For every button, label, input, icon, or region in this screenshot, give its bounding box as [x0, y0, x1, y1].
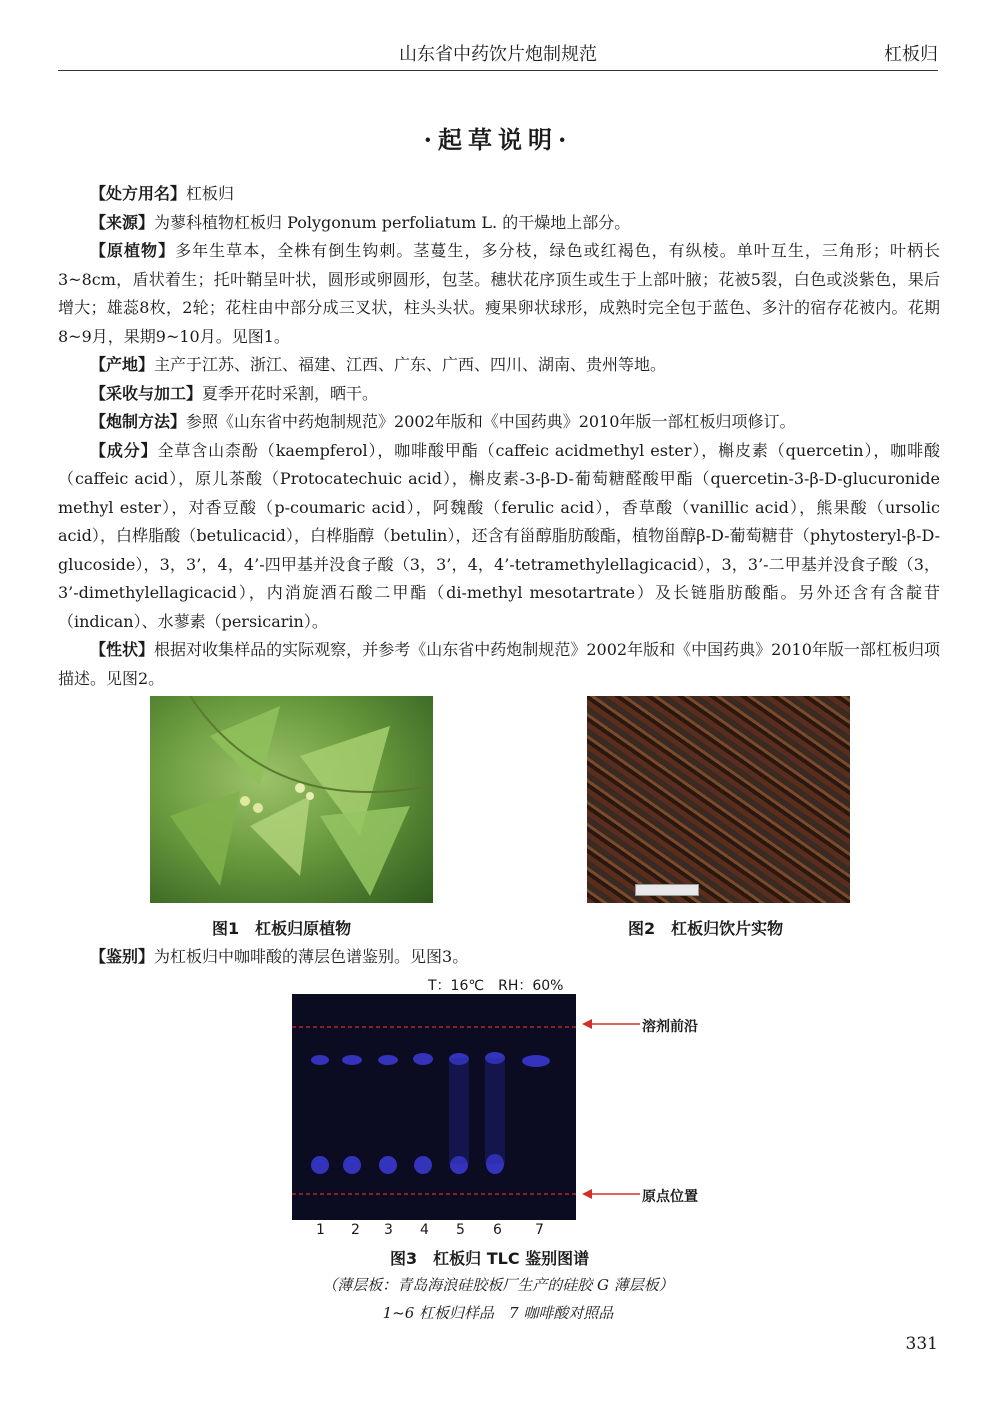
paragraph-source — [58, 209, 940, 238]
page-number: 331 — [905, 1334, 938, 1354]
solvent-front-label: 溶剂前沿 — [642, 1019, 698, 1035]
tlc-plate — [292, 994, 576, 1220]
article-body — [58, 180, 940, 693]
paragraph-harvest — [58, 380, 940, 409]
plant-photo — [150, 696, 433, 903]
paragraph-origin — [58, 351, 940, 380]
plant-leaves-illustration — [150, 696, 433, 903]
lane-label: 5 — [456, 1222, 465, 1238]
label-plant: 【原植物】 — [90, 241, 176, 260]
label-source: 【来源】 — [90, 212, 155, 232]
label-origin: 【产地】 — [90, 355, 155, 374]
origin-arrow — [582, 1188, 642, 1200]
paragraph-character — [58, 636, 940, 693]
paragraph-plant — [58, 237, 940, 351]
header-rule — [58, 70, 938, 71]
origin-label: 原点位置 — [642, 1189, 698, 1205]
lane-label: 1 — [316, 1222, 325, 1238]
text-plant: 多年生草本，全株有倒生钩刺。茎蔓生，多分枝，绿色或红褐色，有纵棱。单叶互生，三角形；叶柄长3~8cm，盾状着生；托叶鞘呈叶状，圆形或卵圆形，包茎。穗状花序顶生或生于上部叶腋；花被5裂，白色或淡紫色，果后增大；雄蕊8枚，2轮；花柱由中部分成三叉状，柱头头状。瘦果卵状球形，成熟时完全包于蓝色、多汁的宿存花被内。花期8~9月，果期9~10月。见图1。 — [58, 241, 940, 346]
figure-3-note-lanes: 1~6 杠板归样品 7 咖啡酸对照品 — [382, 1304, 614, 1322]
label-name: 【处方用名】 — [90, 184, 187, 203]
lane-label: 3 — [384, 1222, 393, 1238]
figure-2-caption: 图2 杠板归饮片实物 — [628, 919, 784, 938]
label-processing: 【炮制方法】 — [90, 412, 187, 431]
text-processing: 参照《山东省中药炮制规范》2002年版和《中国药典》2010年版一部杠板归项修订。 — [186, 412, 796, 431]
lane-label: 2 — [351, 1222, 360, 1238]
running-header-entry: 杠板归 — [884, 44, 938, 65]
scale-ruler — [635, 884, 699, 896]
text-harvest: 夏季开花时采割，晒干。 — [202, 383, 379, 403]
text-character: 根据对收集样品的实际观察，并参考《山东省中药炮制规范》2002年版和《中国药典》2010年版一部杠板归项描述。见图2。 — [58, 640, 940, 688]
tlc-plate-spots — [292, 994, 576, 1220]
paragraph-processing — [58, 408, 940, 437]
label-identification: 【鉴别】 — [90, 947, 155, 966]
figure-1-caption: 图1 杠板归原植物 — [212, 919, 352, 938]
paragraph-components — [58, 437, 940, 637]
label-harvest: 【采收与加工】 — [90, 383, 203, 403]
text-name: 杠板归 — [186, 184, 235, 203]
text-identification: 为杠板归中咖啡酸的薄层色谱鉴别。见图3。 — [154, 947, 469, 966]
label-character: 【性状】 — [90, 640, 155, 659]
section-title: ·起草说明· — [423, 125, 573, 154]
running-header-title: 山东省中药饮片炮制规范 — [399, 44, 597, 65]
lane-label: 4 — [420, 1222, 429, 1238]
figure-3-caption: 图3 杠板归 TLC 鉴别图谱 — [390, 1249, 590, 1268]
text-origin: 主产于江苏、浙江、福建、江西、广东、广西、四川、湖南、贵州等地。 — [154, 355, 667, 374]
label-components: 【成分】 — [90, 440, 158, 460]
lane-label: 7 — [535, 1222, 544, 1238]
paragraph-identification — [90, 944, 468, 967]
lane-label: 6 — [493, 1222, 502, 1238]
herb-pieces-photo — [587, 696, 850, 903]
text-source: 为蓼科植物杠板归 Polygonum perfoliatum L. 的干燥地上部分。 — [154, 212, 631, 232]
paragraph-name — [58, 180, 940, 209]
solvent-front-arrow — [582, 1018, 642, 1030]
text-components: 全草含山柰酚（kaempferol），咖啡酸甲酯（caffeic acidmethyl ester），槲皮素（quercetin），咖啡酸（caffeic acid），原儿茶酸（Protocatechuic acid），槲皮素-3-β-D-葡萄糖醛酸甲酯（quercetin-3-β-D-glucuronide methyl ester），对香豆酸（p-coumaric acid），阿魏酸（ferulic acid），香草酸（vanillic acid），熊果酸（ursolic acid），白桦脂酸（betulicacid），白桦脂醇（betulin），还含有甾醇脂肪酸酯，植物甾醇β-D-葡萄糖苷（phytosteryl-β-D-glucoside），3，3’，4，4’-四甲基并没食子酸（3，3’，4，4’-tetramethylellagicacid），3，3’-二甲基并没食子酸（3，3’-dimethylellagicacid），内消旋酒石酸二甲酯（di-methyl mesotartrate）及长链脂肪酸酯。另外还含有含靛苷（indican）、水蓼素（persicarin）。 — [58, 440, 940, 631]
figure-3-note-plate: （薄层板：青岛海浪硅胶板厂生产的硅胶 G 薄层板） — [322, 1276, 674, 1294]
tlc-conditions: T：16℃ RH：60% — [428, 978, 564, 994]
